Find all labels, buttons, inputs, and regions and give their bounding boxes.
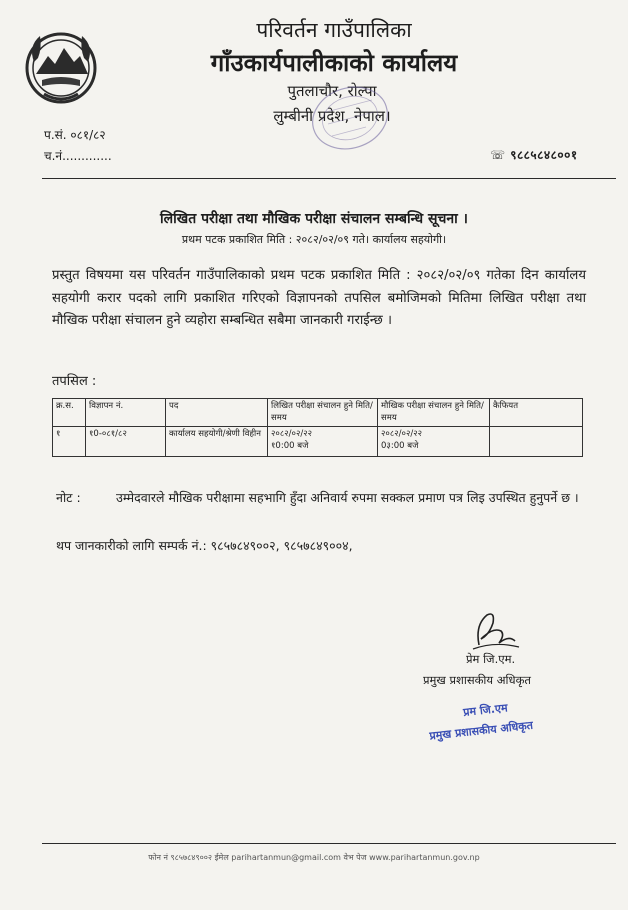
notice-title: लिखित परीक्षा तथा मौखिक परीक्षा संचालन सम्बन्धि सूचना । [160,211,468,227]
exam-schedule-table [52,398,583,457]
municipality-name: परिवर्तन गाउँपालिका [256,18,412,42]
phone-icon: ☏ [490,148,506,162]
office-phone [490,146,578,163]
note-text: उम्मेदवारले मौखिक परीक्षामा सहभागि हुँदा अनिवार्य रुपमा सक्कल प्रमाण पत्र लिइ उपस्थित हुनुपर्ने छ । [116,490,579,505]
footer-divider [42,843,616,844]
col-header-written-exam: लिखित परीक्षा संचालन हुने मिति/समय [268,399,378,427]
signature-icon [465,605,525,655]
note-block [56,487,586,509]
dispatch-number: च.नं............. [44,149,112,163]
cell-written-exam [268,427,378,457]
office-name: गाँउकार्यपालीकाको कार्यालय [210,49,458,77]
written-exam-date: २०८२/०२/२२ [271,429,313,439]
cell-ad-no: १0-०८१/८२ [86,427,166,457]
col-header-remarks: कैफियत [490,399,583,427]
stamp-name-text: प्रम जि.एम [462,701,509,719]
letter-number: प.सं. ०८१/८२ [44,128,106,142]
note-label: नोट : [56,490,81,505]
contact-info: थप जानकारीको लागि सम्पर्क नं.: ९८५७८४९००२, ९८५७८४९००४, [56,538,353,553]
col-header-post: पद [166,399,268,427]
cell-sn: १ [53,427,86,457]
phone-number: ९८८५८४८००१ [510,148,578,162]
cell-post: कार्यालय सहयोगी/श्रेणी विहीन [166,427,268,457]
col-header-ad-no: विज्ञापन नं. [86,399,166,427]
signatory-name: प्रेम जि.एम. [466,652,516,666]
office-province: लुम्बीनी प्रदेश, नेपाल। [273,107,391,125]
oral-exam-date: २०८२/०२/२२ [381,429,423,439]
notice-body: प्रस्तुत विषयमा यस परिवर्तन गाउँपालिकाको प्रथम पटक प्रकाशित मिति : २०८२/०२/०९ गतेका दिन कार्यालय सहयोगी करार पदको लागि प्रकाशित गरिएको विज्ञापनको तपसिल बमोजिमको मितिमा लिखित परीक्षा तथा मौखिक परीक्षा संचालन हुने व्यहोरा सम्बन्धित सबैमा जानकारी गराईन्छ । [52,268,586,328]
signatory-title: प्रमुख प्रशासकीय अधिकृत [423,673,531,687]
oral-exam-time: 0३:00 बजे [381,441,419,451]
cell-remarks [490,427,583,457]
header-divider [42,178,616,179]
written-exam-time: १0:00 बजे [271,441,309,451]
table-header-row [53,399,583,427]
schedule-label: तपसिल : [52,374,97,389]
office-location: पुतलाचौर, रोल्पा [287,82,377,100]
table-row [53,427,583,457]
footer-contact: फोन नं ९८५७८४९००२ ईमेल parihartanmun@gmail.com वेभ पेज www.parihartanmun.gov.np [148,853,480,862]
stamp-title-text: प्रमुख प्रशासकीय अधिकृत [428,718,534,743]
official-stamp-icon [422,693,562,743]
office-seal-icon [306,82,394,154]
cell-oral-exam [378,427,490,457]
col-header-sn: क्र.स. [53,399,86,427]
notice-subtitle: प्रथम पटक प्रकाशित मिति : २०८२/०२/०९ गते। कार्यालय सहयोगी। [181,233,447,246]
col-header-oral-exam: मौखिक परीक्षा संचालन हुने मिति/समय [378,399,490,427]
